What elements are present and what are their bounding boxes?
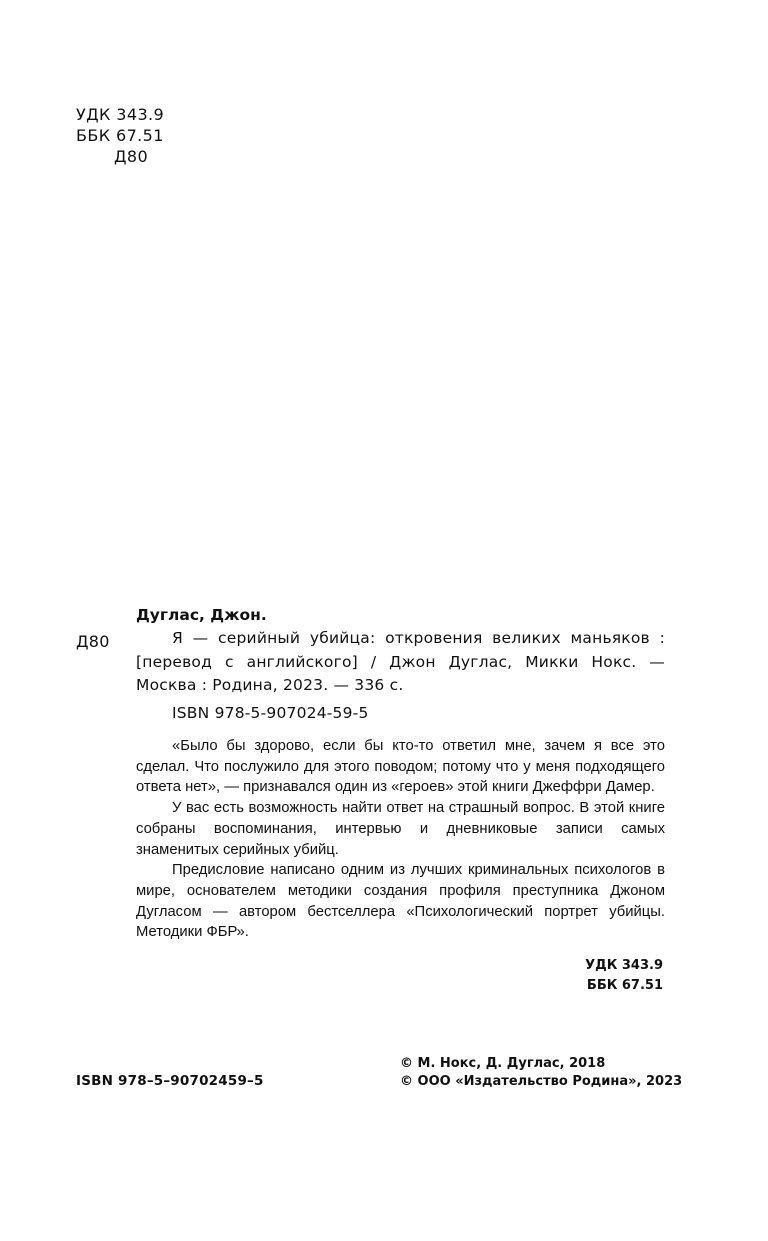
udk-code: УДК 343.9	[76, 105, 165, 124]
author-mark: Д80	[114, 147, 149, 166]
classification-codes-bottom	[560, 956, 663, 996]
bottom-isbn: ISBN 978–5–90702459–5	[76, 1073, 264, 1089]
copyright-block	[400, 1055, 682, 1091]
annotation-paragraph: Предисловие написано одним из лучших криминальных психологов в мире, основателем методики создания профиля преступника Джоном Дугласом — автором бестселлера «Психологический портрет убийцы. Методики ФБР».	[136, 862, 665, 941]
annotation-paragraph: «Было бы здорово, если бы кто-то ответил мне, зачем я все это сделал. Что послужило для этого поводом; потому что у меня подходящего ответа нет», — признавался один из «героев» этой книги Джеффри Дамер.	[136, 738, 665, 796]
annotation	[136, 736, 665, 943]
author-heading: Дуглас, Джон.	[136, 606, 267, 624]
copyright-authors: © М. Нокс, Д. Дуглас, 2018	[400, 1056, 606, 1071]
bibliographic-description: Я — серийный убийца: откровения великих маньяков : [перевод с английского] / Джон Дуглас, Микки Нокс. — Москва : Родина, 2023. — 336 с.	[136, 629, 665, 694]
bbk-code-bottom: ББК 67.51	[586, 978, 663, 993]
catalog-author-mark: Д80	[76, 632, 110, 651]
catalog-isbn: ISBN 978-5-907024-59-5	[172, 704, 369, 722]
classification-codes-top	[76, 104, 164, 167]
bbk-code: ББК 67.51	[76, 126, 164, 145]
copyright-publisher: © ООО «Издательство Родина», 2023	[400, 1074, 683, 1089]
udk-code-bottom: УДК 343.9	[585, 958, 663, 973]
annotation-paragraph: У вас есть возможность найти ответ на страшный вопрос. В этой книге собраны воспоминания, интервью и дневниковые записи самых знаменитых серийных убийц.	[136, 800, 665, 858]
